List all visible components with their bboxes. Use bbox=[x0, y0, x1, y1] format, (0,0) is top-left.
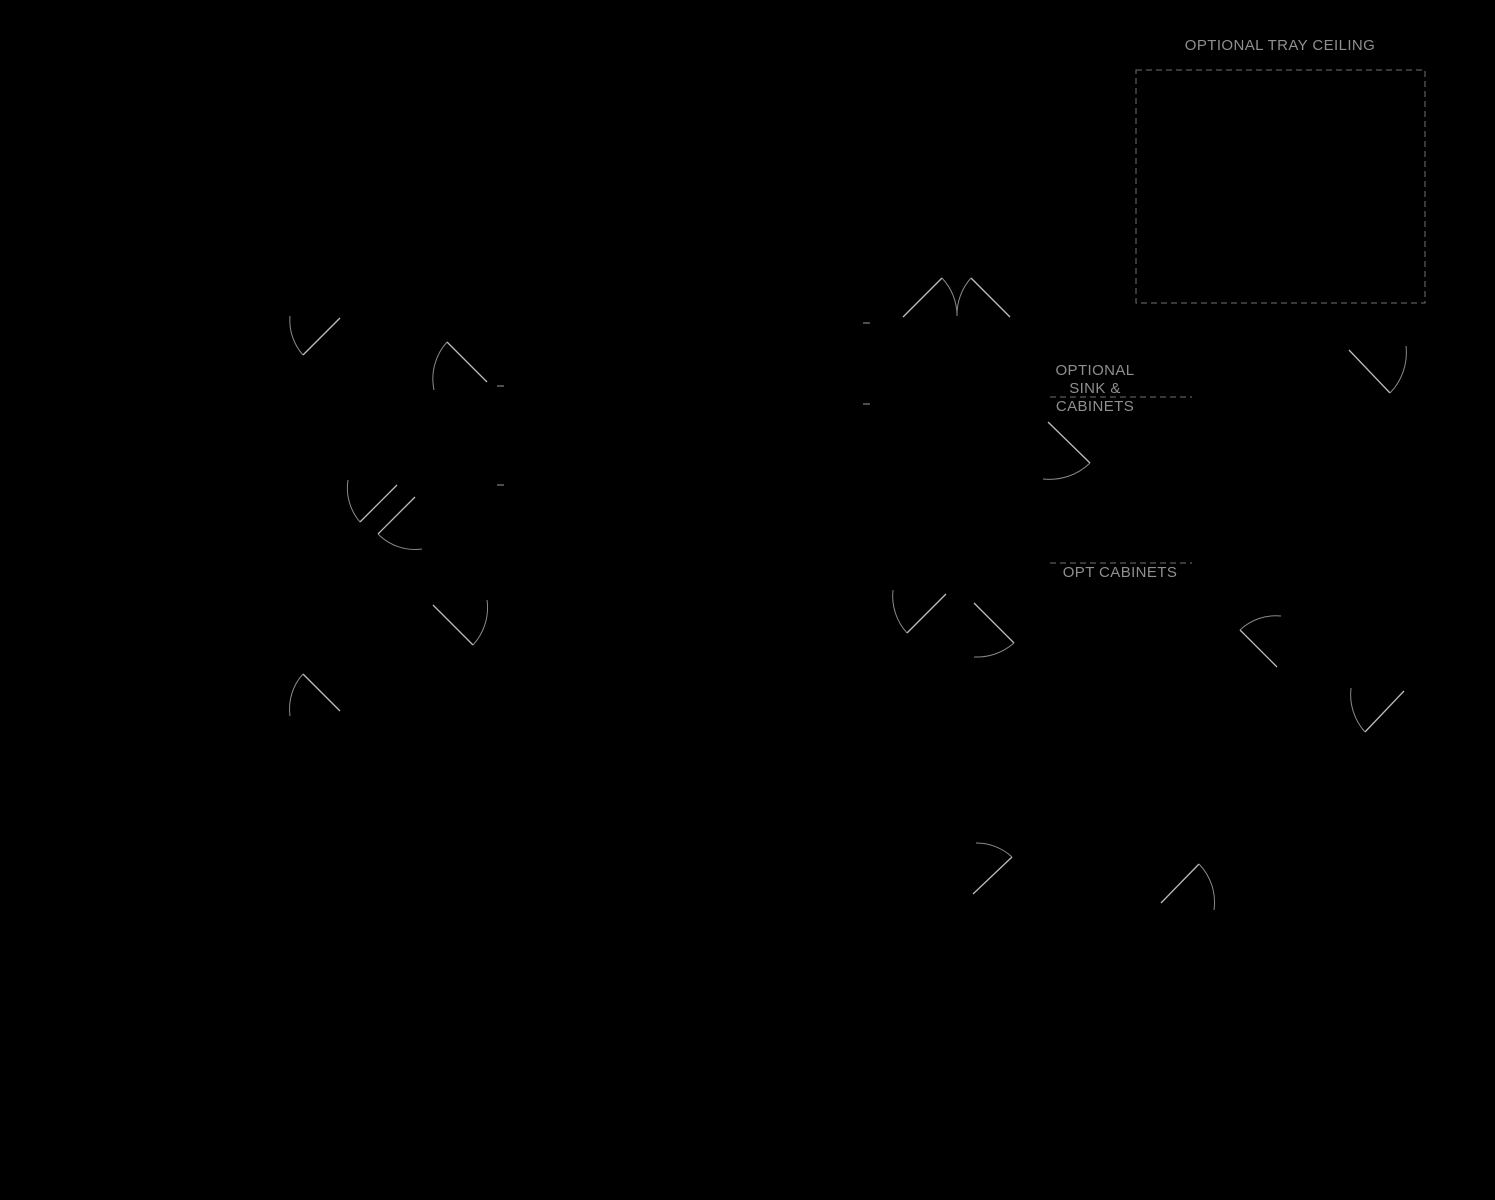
opt-cabinets-label: OPT CABINETS bbox=[1062, 564, 1178, 581]
door-swing-6 bbox=[290, 674, 340, 716]
door-swing-8 bbox=[957, 278, 1010, 317]
door-swing-15 bbox=[973, 843, 1012, 894]
optional-sink-cabinets-label bbox=[1040, 362, 1150, 416]
door-swing-11 bbox=[893, 590, 946, 633]
door-swing-14 bbox=[1351, 688, 1404, 732]
door-swing-7 bbox=[903, 278, 957, 317]
door-swing-3 bbox=[347, 480, 397, 522]
tray-ceiling-outline bbox=[1136, 70, 1425, 303]
door-swing-4 bbox=[378, 497, 422, 549]
door-swing-5 bbox=[433, 600, 488, 645]
door-swing-13 bbox=[1240, 616, 1281, 667]
door-swing-16 bbox=[1161, 864, 1215, 910]
sink-label-line-1: OPTIONAL bbox=[1055, 362, 1135, 379]
optional-tray-ceiling-label: OPTIONAL TRAY CEILING bbox=[1184, 37, 1376, 54]
door-swing-9 bbox=[1043, 422, 1090, 479]
sink-label-line-2: SINK & bbox=[1069, 380, 1121, 397]
door-swing-1 bbox=[290, 316, 340, 355]
door-swing-10 bbox=[1349, 346, 1406, 393]
door-swing-2 bbox=[433, 342, 487, 390]
sink-label-line-3: CABINETS bbox=[1055, 398, 1135, 415]
door-swing-12 bbox=[974, 603, 1014, 657]
